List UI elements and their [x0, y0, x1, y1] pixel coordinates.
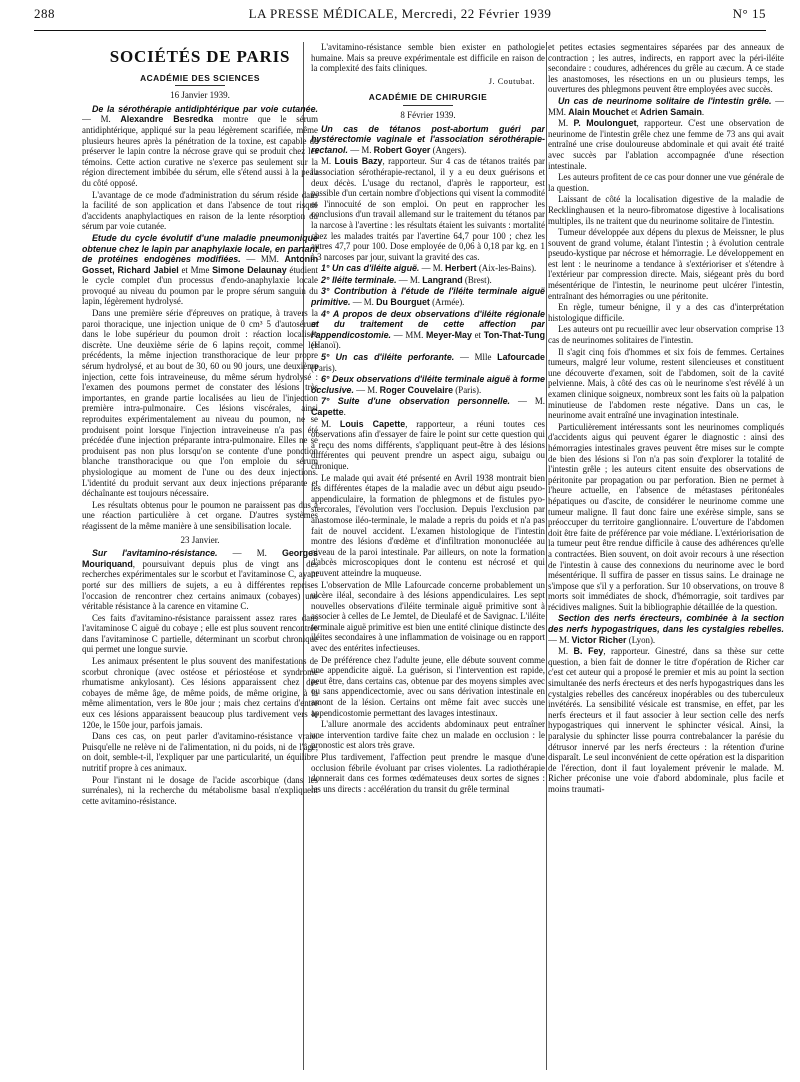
article-paragraph [82, 233, 318, 307]
article-paragraph [548, 646, 784, 794]
article-author: Victor Richer [571, 634, 627, 645]
article-paragraph [311, 156, 545, 262]
article-author: Alexandre Besredka [120, 114, 214, 125]
separator: — MM. [391, 329, 427, 340]
article-paragraph [548, 613, 784, 645]
author-location: (Armée). [429, 297, 465, 308]
session-date: 23 Janvier. [180, 534, 220, 545]
article-paragraph: L'avitamino-résistance semble bien exister en pathologie humaine. Mais sa preuve expérimentale est difficile en raison de la complexité des faits cliniques. [311, 42, 545, 74]
article-paragraph: Les résultats obtenus pour le poumon ne paraissent pas dus à une réaction particulière à cet organe. D'autres systèmes réagissent de la même manière à une sensibilisation locale. [82, 499, 318, 531]
separator: — M. [217, 548, 282, 559]
separator: — Mlle [454, 352, 498, 363]
column-divider [546, 42, 547, 1070]
separator: M. [321, 418, 340, 429]
separator: M. [558, 118, 574, 129]
article-author: Simone Delaunay [212, 264, 287, 275]
article-paragraph: Particulièrement intéressants sont les neurinomes compliqués d'accidents aigus qui peuvent égarer le diagnostic : ainsi des hémorragies intestinales graves peuvent être mises sur le compte de bien des lésions si l'on n'a pas soin d'explorer la totalité de l'intestin grêle ; les auteurs citent ensuite des observations de péritonite par propagation ou par perforation. Bien ne permet à l'heure actuelle, en l'absence de métastases péritonéales hépatiques ou d'ascite, de considérer le neurinome comme une tumeur maligne. Il faut donc faire une exérèse simple, sans se préoccuper du territoire ganglionnaire. L'ouverture de l'abdomen doit être faite de préférence par voie médiane. L'extériorisation de la tumeur peut être rendue difficile à cause des adhérences qu'elle a contractées. Bien souvent, on doit avoir recours à une résection de l'intestin à cause des connexions du neurinome avec le bord mésentérique. Il suffira de passer en tissus sains. Le drainage ne s'impose que s'il y a perforation. Sur 10 observations, on trouve 8 morts soit immédiates de shock, d'hémorragie, soit tardives par récidives malignes. Suit la bibliographie détaillée de la question. [548, 421, 784, 612]
article-author: Langrand [422, 274, 463, 285]
numbered-item [311, 275, 545, 286]
article-paragraph: Pour l'instant ni le dosage de l'acide ascorbique (dans les surrénales), ni la recherche du métabolisme basal n'expliquent cette avitamino-résistance. [82, 774, 318, 806]
article-author: Adrien Samain [639, 106, 702, 117]
separator: et Mme [178, 264, 213, 275]
article-author: Lafourcade [497, 352, 545, 363]
article-paragraph: L'avantage de ce mode d'administration du sérum réside dans la facilité de son application et dans l'absence de tout risque d'accidents anaphylactiques en raison de la lente résorption du sérum par voie cutanée. [82, 189, 318, 232]
article-paragraph: Il s'agit cinq fois d'hommes et six fois de femmes. Certaines tumeurs, malgré leur volume, restent silencieuses et constituent une découverte d'examen, soit de l'abdomen, soit de la cavité pelvienne. Mais, à côté des cas où le neurinome s'est révélé à un examen clinique soigneux, nombreux sont les faits où la palpation minutieuse de l'abdomen reste négative. Dans un cas, le neurinome avait entraîné une invagination intestinale. [548, 346, 784, 421]
item-title: 7° Suite d'une observation personnelle. [321, 396, 511, 407]
item-title: 4° A propos de deux observations d'iléite régionale et du traitement de cette affection par l'appendicostomie. [311, 308, 545, 340]
author-location: (Aix-les-Bains). [476, 263, 537, 274]
numbered-item [311, 263, 545, 274]
separator: et [471, 329, 484, 340]
article-paragraph: Laissant de côté la localisation digestive de la maladie de Recklinghausen et la neuro-fibromatose digestive à localisations multiples, ils ne traitent que du neurinome solitaire de l'intestin. [548, 194, 784, 226]
separator: — M. [353, 384, 380, 395]
separator: — M. [82, 114, 121, 125]
author-location: . [343, 407, 346, 417]
separator: . [701, 106, 705, 117]
running-header [34, 6, 766, 24]
issue-number: N° 15 [732, 6, 766, 21]
article-author: Alain Mouchet [568, 106, 629, 117]
article-paragraph: Le malade qui avait été présenté en Avril 1938 montrait bien les différentes étapes de la maladie avec un début aigu pseudo-appendiculaire, la formation de phlegmons et de fistules pyo-stercorales, l'évolution vers l'occlusion. Depuis l'exclusion par anastomose iléo-terminale, le malade a repris du poids et n'a pas fait de nouvel accident. L'examen histologique de l'intestin montre des lésions d'œdème et d'infiltration mononucléée au niveau de la paroi intestinale. Par ailleurs, on note la formation d'abcès microscopiques dont le contenu est nécrosé et qui peuvent atteindre la muqueuse. [311, 472, 545, 578]
author-location: (Angers). [430, 144, 467, 155]
article-text: , rapporteur. Sur 4 cas de tétanos traités par l'association sérothérapie-rectanol, il y a eu deux guérisons et deux décès. L'usage du rectanol, d'après le rapporteur, est passible d'un certain nombre d'objections qui visent la commodité et l'innocuité de son emploi. On peut en rapprocher les conclusions d'un travail allemand sur le traitement du tétanos par la narcose à l'avertine : les résultats étaient les suivants : mortalité chez les malades traités par l'avertine 64,7 pour 100 ; chez les autres 47,7 pour 100. Dose employée de 0,06 à 0,18 par kg. en 1 à 3 narcoses par jour, suivant la gravité des cas. [311, 156, 545, 262]
numbered-item [311, 352, 545, 373]
separator: — M. [510, 396, 545, 407]
article-title: De la sérothérapie antidiphtérique par voie cutanée. [92, 103, 318, 114]
separator: — MM. [240, 254, 285, 265]
section-title: SOCIÉTÉS DE PARIS [109, 47, 291, 66]
article-title: Un cas de tétanos post-abortum guéri par hystérectomie vaginale et l'association sérothérapie-rectanol. [311, 123, 545, 155]
article-title: Etude du cycle évolutif d'une maladie pneumonique obtenue chez le lapin par anaphylaxie locale, en partant de protéines endogènes modifiées. [82, 232, 318, 265]
article-paragraph [311, 419, 545, 472]
separator: — M. [348, 144, 374, 155]
article-text: , rapporteur. C'est une observation de neurinome de l'intestin grêle chez une femme de 73 ans qui avait entraîné une crise douloureuse abdominale et qui avait été traité avec succès par l'ablation accompagnée d'une résection intestinale. [548, 118, 784, 171]
academy-heading: ACADÉMIE DE CHIRURGIE [368, 92, 488, 103]
column-1 [82, 42, 318, 807]
journal-title: LA PRESSE MÉDICALE, Mercredi, 22 Février 1939 [248, 6, 552, 21]
article-title: Section des nerfs érecteurs, combinée à la section des nerfs hypogastriques, dans les cystalgies rebelles. [548, 613, 784, 635]
separator: — M. [350, 297, 377, 308]
rapporteur: B. Fey [573, 646, 604, 657]
article-paragraph [311, 124, 545, 156]
article-text: , rapporteur, a réuni toutes ces observations afin d'essayer de faire le point sur cette question qui a reçu des noms différents, s'appliquant peut-être à des lésions différentes qui peuvent prendre un aspect aigu, subaigu ou chronique. [311, 418, 545, 471]
article-paragraph: Les animaux présentent le plus souvent des manifestations de scorbut chronique (avec ostéose et périostéose et syndrome rhumatisme ankylosant). Ces lésions apparaissent chez des cobayes de même âge, de même poids, de même origine, à la même alimentation, vers le 80e jour ; mais chez certains d'entre eux ces lésions apparaissent beaucoup plus tardivement vers le 120e, le 150e jour, parfois jamais. [82, 656, 318, 730]
page-number: 288 [34, 6, 55, 21]
separator: — M. [548, 634, 572, 645]
item-title: 6° Deux observations d'iléite terminale aiguë à forme occlusive. [311, 374, 545, 395]
article-paragraph: Les auteurs ont pu recueillir avec leur observation comprise 13 cas de neurinomes solitaires de l'intestin. [548, 324, 784, 346]
rapporteur: Louis Capette [339, 418, 406, 429]
author-location: (Lyon). [626, 634, 656, 645]
article-paragraph: Tumeur développée aux dépens du plexus de Meissner, le plus souvent de grand volume, étalant l'intestin ; à évolution centrale pseudo-kystique par nécrose et hémorragie. Le développement en est lent : le neurinome a tendance à s'extérioriser et s'étendre à l'extérieur par compression directe. Mais, siégeant près du bord mésentérique de l'intestin, le neurinome peut ulcérer l'intestin, entraînant des hémorragies ou une péritonite. [548, 227, 784, 301]
separator: — M. [396, 274, 423, 285]
article-text: montre que le sérum antidiphtérique, appliqué sur la peau légèrement scarifiée, même plusieurs heures après la pénétration de la toxine, est capable de préserver le lapin contre la nécrose grave qui se produit chez les témoins. Cette action curative ne s'exerce pas seulement sur la région directement imbibée du sérum, elle s'étend aussi à la peau du côté opposé. [82, 114, 318, 188]
article-text: , poursuivant depuis plus de vingt ans des recherches expérimentales sur le scorbut et l'avitaminose C, ayant porté sur des milliers de sujets, a eu à différentes reprises l'occasion de rencontrer chez certains animaux (cobayes) une véritable résistance à la carence en vitamine C. [82, 558, 318, 612]
article-paragraph: L'allure anormale des accidents abdominaux peut entraîner une intervention tardive faite chez un malade en occlusion : le pronostic est alors très grave. [311, 719, 545, 751]
numbered-item [311, 286, 545, 307]
numbered-item [311, 309, 545, 351]
article-paragraph: Les auteurs profitent de ce cas pour donner une vue générale de la question. [548, 172, 784, 193]
item-title: 1° Un cas d'iléite aiguë. [321, 263, 420, 274]
item-title: 2° Iléite terminale. [321, 274, 397, 285]
article-text: , rapporteur. Ginestré, dans sa thèse sur cette question, a bien fait de donner le titre d'opération de Richer car c'est cet auteur qui a proposé le premier et mis au point la section simultanée des nerfs érecteurs et des nerfs hypogastriques dans les cystalgies rebelles des cancéreux inopérables ou des tuberculeux invétérés. La sensibilité vésicale est transmise, en effet, par les nerfs érecteurs et il faut associer à leur section celle des nerfs hypogastriques qui innervent le sphincter vésical. Ainsi, la paralysie du sphincter lisse pourra contrebalancer la parésie du détrusor innervé par les nerfs érecteurs : la rétention d'urine disparaît. Le seul inconvénient de cette opération est la disparition de l'érection, dont il faut loyalement prévenir le malade. M. Richer préconise une voie d'abord abdominale, plus facile et moins traumati- [548, 646, 784, 794]
article-title: Un cas de neurinome solitaire de l'intestin grêle. [558, 95, 772, 106]
numbered-item [311, 374, 545, 395]
item-title: 3° Contribution à l'étude de l'iléite terminale aiguë primitive. [311, 286, 545, 308]
report-signature: J. Coutubat. [488, 76, 535, 86]
rapporteur: Louis Bazy [334, 156, 383, 167]
column-2 [311, 42, 545, 795]
academy-heading: ACADÉMIE DES SCIENCES [140, 72, 260, 83]
header-rule [34, 30, 766, 31]
separator: M. [558, 646, 574, 657]
article-paragraph [548, 118, 784, 171]
separator: — MM. [548, 95, 784, 117]
article-paragraph [82, 548, 318, 612]
separator: — M. [419, 263, 446, 274]
article-author: Meyer-May [426, 329, 472, 340]
article-author: Herbert [445, 263, 477, 274]
article-author: Robert Goyer [373, 144, 431, 155]
session-date: 8 Février 1939. [400, 109, 456, 120]
article-text: étudient le cycle complet d'un processus d'endo-anaphylaxie locale provoqué au niveau du poumon par le propre sérum sanguin du lapin, légèrement hydrolysé. [82, 264, 318, 307]
article-title: Sur l'avitamino-résistance. [92, 548, 218, 559]
separator: et [628, 106, 640, 117]
article-author: Antonin Gosset, Richard Jabiel [82, 254, 318, 275]
article-paragraph [82, 104, 318, 189]
article-author: Roger Couvelaire [379, 384, 454, 395]
article-paragraph: L'observation de Mlle Lafourcade concerne probablement un ulcère iléal, secondaire à des lésions appendiculaires. Les sept nouvelles observations d'iléite terminale aiguë primitive sont à associer à celles de Le Jemtel, de Dieulafé et de Savignac. L'iléite terminale aiguë primitive est bien une entité clinique distincte des iléites secondaires à une inflammation de voisinage ou en rapport avec des entérites infectieuses. [311, 579, 545, 654]
author-location: (Paris). [453, 384, 482, 395]
article-paragraph [548, 96, 784, 117]
article-paragraph: En règle, tumeur bénigne, il y a des cas d'interprétation histologique difficile. [548, 302, 784, 323]
article-paragraph: Dans ces cas, on peut parler d'avitamino-résistance vraie. Puisqu'elle ne relève ni de l'alimentation, ni du poids, ni de l'âge, on doit, semble-t-il, l'expliquer par une particularité, un équilibre nutritif propre à ces animaux. [82, 731, 318, 773]
separator: M. [321, 156, 335, 167]
article-author: Georges Mouriquand [82, 548, 318, 569]
author-location: (Hanoï). [311, 340, 341, 351]
session-date: 16 Janvier 1939. [170, 90, 230, 101]
column-3 [548, 42, 784, 796]
rapporteur: P. Moulonguet [573, 118, 637, 129]
heading-underline [403, 105, 453, 106]
heading-underline [175, 85, 225, 86]
article-paragraph: De préférence chez l'adulte jeune, elle débute souvent comme une appendicite aiguë. La guérison, si l'intervention est rapide, peut être, dans certains cas, obtenue par des moyens simples avec ou sans appendicectomie, avec ou sans dérivation intestinale en amont de la lésion. Certains ont même fait avec succès une appendicostomie permettant des lavages intestinaux. [311, 654, 545, 718]
article-paragraph: et petites ectasies segmentaires séparées par des anneaux de contraction ; les autres, indirects, en rapport avec la péri-iléite secondaire : coudures, adhérences du grêle au cæcum. A ce stade les anastomoses, les résections en un ou plusieurs temps, les ouvertures des phlegmons peuvent être employées avec succès. [548, 42, 784, 95]
numbered-item [311, 396, 545, 417]
article-author: Du Bourguet [376, 297, 430, 308]
article-author: Ton-That-Tung [483, 329, 545, 340]
author-location: (Paris). [311, 362, 337, 373]
article-author: Capette [311, 407, 344, 417]
article-paragraph: Dans une première série d'épreuves on pratique, à travers la paroi thoracique, une injection unique de 0 cm³ 5 d'autosérum dans le lobe supérieur du poumon droit : réaction localisée discrète. Une deuxième série de 6 lapins reçoit, comme les précédents, la même injection transthoracique de leur propre sérum hydrolysé, et au bout de 30, 60 ou 90 jours, une deuxième injection, cette fois intraveineuse, du même sérum hydrolysé : l'examen des poumons permet de constater des lésions très importantes, en grande partie localisées au lieu de l'injection première intra-pulmonaire. Ces lésions viscérales, ainsi reproduites expérimentalement au niveau du poumon, ne se produisent point lorsque l'injection intraveineuse n'a pas été précédée d'une injection préparante intra-pulmonaire. Elles ne se produisent pas non plus lorsqu'on se contente d'une ponction blanche transthoracique ou que l'on emploie du sérum physiologique au moment de l'une ou des deux injections. L'identité du produit servant aux deux injections préparante et déchaînante est toujours nécessaire. [82, 308, 318, 499]
article-paragraph: Ces faits d'avitamino-résistance paraissent assez rares dans l'avitaminose C aiguë du cobaye ; elle est plus souvent rencontrée dans l'avitaminose C partielle, déterminant un scorbut chronique qui permet une longue survie. [82, 612, 318, 655]
article-paragraph: Plus tardivement, l'affection peut prendre le masque d'une occlusion fébrile évoluant par crises violentes. La radiothérapie donnerait dans ces formes œdémateuses deux sortes de signes : les uns directs : accélération du transit du grêle terminal [311, 752, 545, 794]
author-location: (Brest). [462, 274, 492, 285]
item-title: 5° Un cas d'iléite perforante. [321, 352, 455, 363]
